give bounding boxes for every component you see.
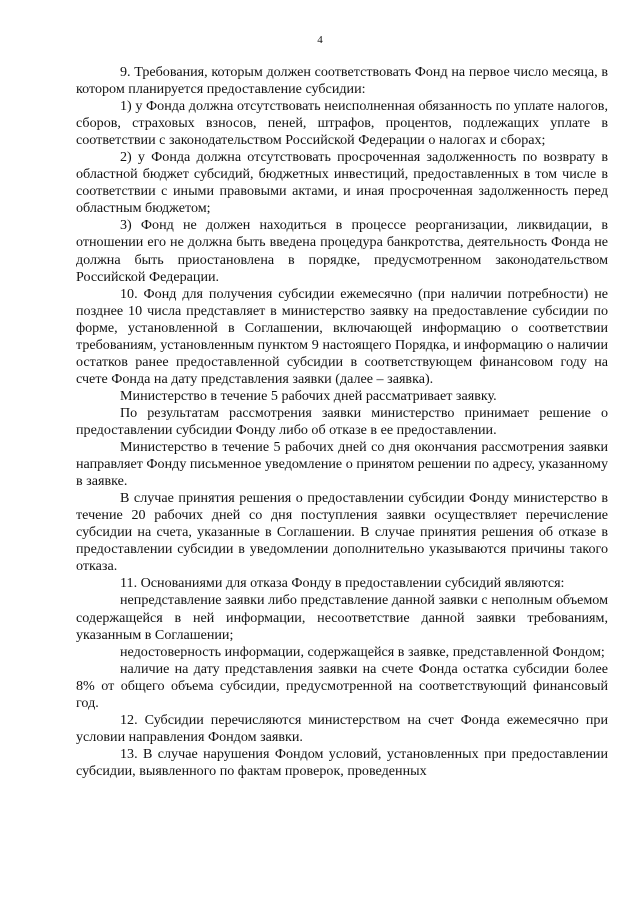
paragraph-11-ground-2: недостоверность информации, содержащейся в заявке, представленной Фондом; xyxy=(120,643,605,660)
paragraph-10-decision: По результатам рассмотрения заявки министерство принимает решение о предоставлении субсидии Фонду либо об отказе в ее предоставлении. xyxy=(76,404,608,438)
paragraph-10-notification: Министерство в течение 5 рабочих дней со дня окончания рассмотрения заявки направляет Фонду письменное уведомление о принятом решении по адресу, указанному в заявке. xyxy=(76,439,608,490)
paragraph-10-application: 10. Фонд для получения субсидии ежемесячно (при наличии потребности) не позднее 10 числа представляет в министерство заявку на предоставление субсидии по форме, установленной в Соглашении, включающей информацию о соответствии требованиям, установленным пунктом 9 настоящего Порядка, и информацию о наличии остатков ранее предоставленной субсидии в соответствующем финансовом году на счете Фонда на дату представления заявки (далее – заявка). xyxy=(76,285,608,387)
paragraph-11-refusal-grounds: 11. Основаниями для отказа Фонду в предоставлении субсидий являются: xyxy=(120,575,565,592)
paragraph-11-ground-3: наличие на дату представления заявки на счете Фонда остатка субсидии более 8% от общего объема субсидии, предусмотренной на соответствующий финансовый год. xyxy=(76,660,608,711)
paragraph-13-violation: 13. В случае нарушения Фондом условий, установленных при предоставлении субсидии, выявленного по фактам проверок, проведенных xyxy=(76,745,608,779)
page-number: 4 xyxy=(317,34,323,46)
paragraph-10-review: Министерство в течение 5 рабочих дней рассматривает заявку. xyxy=(120,387,497,404)
document-body xyxy=(76,64,608,780)
paragraph-11-ground-1: непредставление заявки либо представление данной заявки с неполным объемом содержащейся в ней информации, несоответствие данной заявки требованиям, указанным в Соглашении; xyxy=(76,592,608,643)
paragraph-10-transfer: В случае принятия решения о предоставлении субсидии Фонду министерство в течение 20 рабочих дней со дня поступления заявки осуществляет перечисление субсидии на счета, указанные в Соглашении. В случае принятия решения об отказе в предоставлении субсидии в уведомлении дополнительно указываются причины такого отказа. xyxy=(76,490,608,575)
paragraph-12-transfer: 12. Субсидии перечисляются министерством на счет Фонда ежемесячно при условии направления Фондом заявки. xyxy=(76,711,608,745)
paragraph-9-item-1: 1) у Фонда должна отсутствовать неисполненная обязанность по уплате налогов, сборов, страховых взносов, пеней, штрафов, процентов, подлежащих уплате в соответствии с законодательством Российской Федерации о налогах и сборах; xyxy=(76,98,608,149)
paragraph-9-item-2: 2) у Фонда должна отсутствовать просроченная задолженность по возврату в областной бюджет субсидий, бюджетных инвестиций, предоставленных в том числе в соответствии с иными правовыми актами, и иная просроченная задолженность перед областным бюджетом; xyxy=(76,149,608,217)
paragraph-9-item-3: 3) Фонд не должен находиться в процессе реорганизации, ликвидации, в отношении его не должна быть введена процедура банкротства, деятельность Фонда не должна быть приостановлена в порядке, предусмотренном законодательством Российской Федерации. xyxy=(76,217,608,285)
paragraph-9-requirements: 9. Требования, которым должен соответствовать Фонд на первое число месяца, в котором планируется предоставление субсидии: xyxy=(76,64,608,98)
